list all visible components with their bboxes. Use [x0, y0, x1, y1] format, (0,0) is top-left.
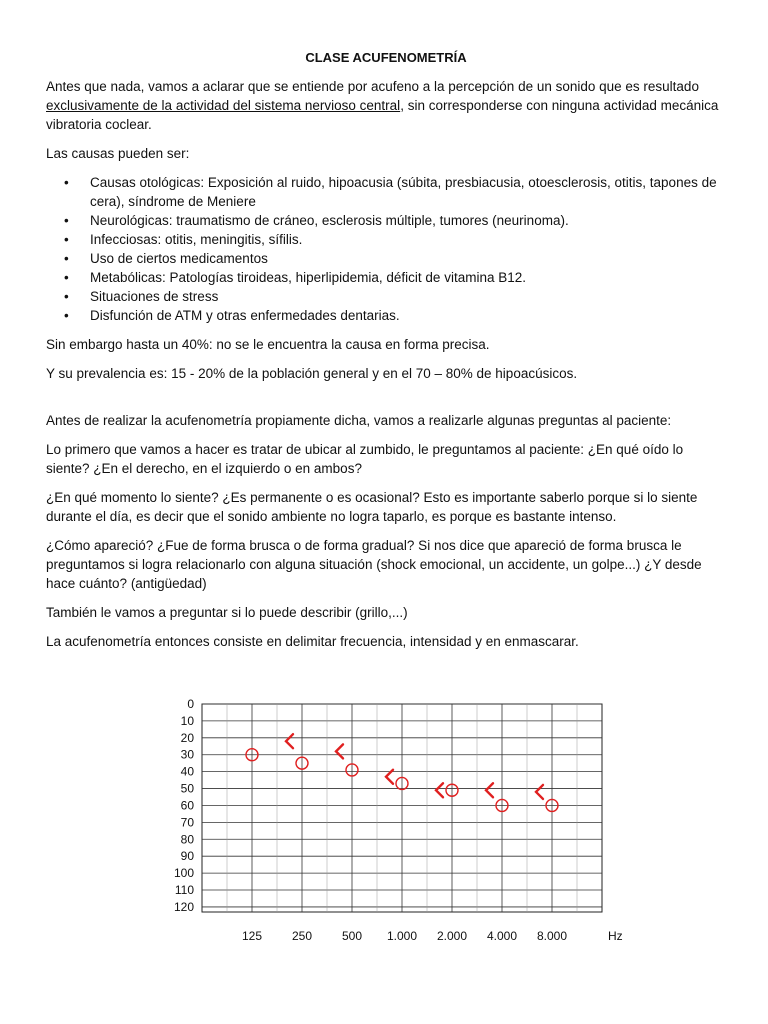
y-tick-label: 120 [173, 899, 194, 914]
onset-paragraph: ¿Cómo apareció? ¿Fue de forma brusca o de forma gradual? Si nos dice que apareció de forma brusca le preguntamos si logra relacionarlo con alguna situación (shock emocional, un accidente, un golpe...) ¿Y desde hace cuánto? (antigüedad) [46, 538, 702, 591]
list-item: • Neurológicas: traumatismo de cráneo, esclerosis múltiple, tumores (neurinoma). [90, 211, 726, 230]
data-point-chevron [436, 783, 443, 797]
list-item: • Metabólicas: Patologías tiroideas, hiperlipidemia, déficit de vitamina B12. [90, 268, 726, 287]
document-page [46, 48, 726, 661]
page-title: CLASE ACUFENOMETRÍA [305, 50, 467, 65]
y-axis-ticks [174, 697, 194, 914]
prevalence-paragraph: Y su prevalencia es: 15 - 20% de la población general y en el 70 – 80% de hipoacúsicos. [46, 366, 578, 381]
first-question-paragraph: Lo primero que vamos a hacer es tratar de ubicar al zumbido, le preguntamos al paciente: ¿En qué oído lo siente? ¿En el derecho, en el izquierdo o en ambos? [46, 442, 684, 476]
x-axis-ticks [242, 929, 567, 943]
y-tick-label: 20 [180, 730, 194, 745]
y-tick-label: 10 [180, 713, 194, 728]
intro-underlined-text: exclusivamente de la actividad del sistema nervioso central [46, 98, 401, 113]
data-point-chevron [336, 744, 343, 758]
intro-paragraph [46, 77, 726, 134]
list-item: • Uso de ciertos medicamentos [90, 249, 726, 268]
x-tick-label: 500 [341, 929, 363, 943]
definition-paragraph: La acufenometría entonces consiste en delimitar frecuencia, intensidad y en enmascarar. [46, 634, 579, 649]
data-point-chevron [286, 734, 293, 748]
y-tick-label: 90 [180, 849, 194, 864]
before-paragraph: Antes de realizar la acufenometría propiamente dicha, vamos a realizarle algunas preguntas al paciente: [46, 413, 672, 428]
y-tick-label: 100 [173, 866, 194, 881]
causes-heading: Las causas pueden ser: [46, 146, 190, 161]
moment-paragraph: ¿En qué momento lo siente? ¿Es permanente o es ocasional? Esto es importante saberlo porque si lo siente durante el día, es decir que el sonido ambiente no logra taparlo, es porque es bastante intenso. [46, 490, 698, 524]
x-axis-label: Hz [608, 929, 623, 943]
y-tick-label: 70 [180, 815, 194, 830]
x-tick-label: 125 [241, 929, 263, 943]
data-point-chevron [536, 785, 543, 799]
y-tick-label: 80 [180, 832, 194, 847]
y-tick-label: 50 [180, 781, 194, 796]
x-tick-label: 8.000 [536, 929, 568, 943]
data-point-chevron [486, 783, 493, 797]
y-tick-label: 0 [187, 697, 194, 711]
x-tick-label: 2.000 [436, 929, 468, 943]
x-tick-label: 4.000 [486, 929, 518, 943]
spacer [46, 393, 726, 411]
x-tick-label: 250 [291, 929, 313, 943]
audiogram-chart [150, 694, 623, 954]
causes-list [46, 173, 726, 325]
list-item: • Situaciones de stress [90, 287, 726, 306]
intro-text-2: , sin corresponderse con ninguna actividad mecánica vibratoria coclear. [46, 98, 719, 132]
chart-grid [202, 704, 602, 912]
describe-paragraph: También le vamos a preguntar si lo puede describir (grillo,...) [46, 605, 408, 620]
list-item: • Causas otológicas: Exposición al ruido, hipoacusia (súbita, presbiacusia, otoesclerosis, otitis, tapones de cera), síndrome de Meniere [90, 173, 726, 211]
y-tick-label: 40 [180, 764, 194, 779]
y-tick-label: 110 [174, 883, 194, 898]
y-tick-label: 60 [180, 798, 194, 813]
list-item: • Infecciosas: otitis, meningitis, sífilis. [90, 230, 726, 249]
x-tick-label: 1.000 [386, 929, 418, 943]
intro-text-1: Antes que nada, vamos a aclarar que se entiende por acufeno a la percepción de un sonido que es resultado [46, 79, 699, 94]
unknown-cause-paragraph: Sin embargo hasta un 40%: no se le encuentra la causa en forma precisa. [46, 337, 490, 352]
y-tick-label: 30 [180, 747, 194, 762]
list-item: • Disfunción de ATM y otras enfermedades dentarias. [90, 306, 726, 325]
